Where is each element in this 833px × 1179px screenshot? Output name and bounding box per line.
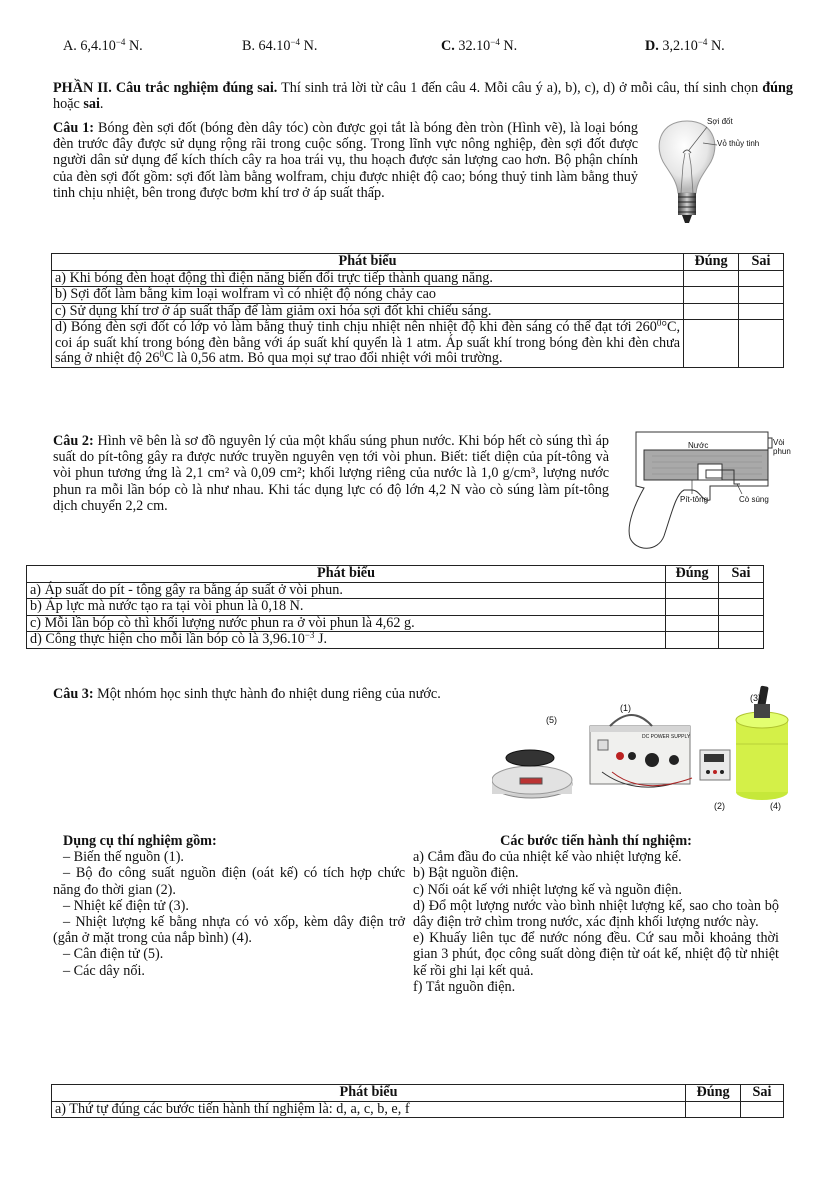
answer-false-cell[interactable] — [719, 632, 764, 649]
tools-column — [53, 833, 405, 979]
light-bulb-icon — [645, 113, 785, 231]
tool-item: – Cân điện tử (5). — [63, 946, 164, 963]
label-1: (1) — [620, 703, 631, 713]
answer-false-cell[interactable] — [719, 599, 764, 616]
table-row — [52, 270, 784, 287]
header-true: Đúng — [684, 254, 739, 271]
answer-options — [0, 38, 833, 56]
header-statement: Phát biểu — [52, 254, 684, 271]
q1-statement-table — [51, 253, 784, 368]
statement-c: c) Sử dụng khí trơ ở áp suất thấp để làm giảm oxi hóa sợi đốt khi chiếu sáng. — [52, 303, 684, 320]
nozzle-label-2: phun — [773, 447, 791, 456]
part2-title: PHẦN II. Câu trắc nghiệm đúng sai. — [53, 80, 278, 96]
step-item: e) Khuấy liên tục để nước nóng đều. Cứ sau mỗi khoảng thời gian 3 phút, đọc công suất dòng điện từ oát kế, nhiệt độ từ nhiệt kế rồi ghi lại kết quả. — [413, 930, 779, 979]
table-row — [27, 582, 764, 599]
answer-true-cell[interactable] — [686, 1101, 741, 1118]
q1-label: Câu 1: — [53, 120, 95, 136]
answer-true-cell[interactable] — [666, 615, 719, 632]
table-row — [27, 632, 764, 649]
tool-item: – Nhiệt kế điện tử (3). — [63, 897, 189, 914]
answer-false-cell[interactable] — [741, 1101, 784, 1118]
table-row — [52, 287, 784, 304]
q3-label: Câu 3: — [53, 686, 94, 702]
q2-label: Câu 2: — [53, 433, 94, 449]
label-2: (2) — [714, 801, 725, 811]
table-row — [52, 303, 784, 320]
piston-label: Pít-tông — [680, 495, 709, 504]
q2-statement-table — [26, 565, 764, 649]
step-item: a) Cắm đầu đo của nhiệt kế vào nhiệt lượng kế. — [413, 849, 682, 866]
label-5: (5) — [546, 715, 557, 725]
device-text: DC POWER SUPPLY — [642, 734, 691, 740]
q1-text: Câu 1: Bóng đèn sợi đốt (bóng đèn dây tóc) còn được gọi tắt là bóng đèn tròn (Hình vẽ), là loại bóng đèn trước đây được sử dụng rộng rãi trong cuộc sống. Trong lĩnh vực nông nghiệp, đèn sợi đốt được người dân sử dụng để kích thích cây ra hoa trái vụ, thu hoạch được sản lượng cao hơn. Bộ phận chính của đèn sợi đốt gồm: sợi đốt làm bằng wolfram, chịu được nhiệt độ cao; bóng thuỷ tinh làm bằng thuỷ tinh chịu nhiệt, bên trong được bơm khí trơ ở áp suất thấp. — [53, 120, 638, 201]
answer-true-cell[interactable] — [684, 303, 739, 320]
q2-text: Câu 2: Hình vẽ bên là sơ đồ nguyên lý của một khẩu súng phun nước. Khi bóp hết cò súng thì áp suất do pít-tông gây ra được nước truyền nguyên vẹn tới vòi phun. Biết: tiết diện của pít-tông và vòi phun tương ứng là 2,1 cm² và 0,09 cm²; khối lượng riêng của nước là 1,0 g/cm³, lượng nước phun ra mỗi lần bóp cò là như nhau. Khi tác dụng lực có độ lớn 4,2 N vào cò súng làm pít-tông dịch chuyển 2,2 cm. — [53, 433, 609, 514]
header-true: Đúng — [686, 1085, 741, 1102]
answer-false-cell[interactable] — [739, 270, 784, 287]
answer-a: A. $6,4.10^{-4}$ N. — [63, 37, 143, 54]
statement-b: b) Áp lực mà nước tạo ra tại vòi phun là 0,18 N. — [27, 599, 666, 616]
header-statement: Phát biểu — [27, 566, 666, 583]
glass-shell-label: Vỏ thủy tinh — [717, 139, 760, 148]
answer-false-cell[interactable] — [739, 303, 784, 320]
answer-true-cell[interactable] — [684, 270, 739, 287]
table-row — [27, 615, 764, 632]
answer-false-cell[interactable] — [739, 287, 784, 304]
part2-intro: PHẦN II. Câu trắc nghiệm đúng sai. Thí sinh trả lời từ câu 1 đến câu 4. Mỗi câu ý a), b), c), d) ở mỗi câu, thí sinh chọn đúng hoặc sai. — [53, 80, 793, 113]
statement-a: a) Thứ tự đúng các bước tiến hành thí nghiệm là: d, a, c, b, e, f — [52, 1101, 686, 1118]
trigger-label: Cò súng — [739, 495, 769, 504]
statement-a: a) Khi bóng đèn hoạt động thì điện năng biến đổi trực tiếp thành quang năng. — [52, 270, 684, 287]
tools-title: Dụng cụ thí nghiệm gồm: — [63, 833, 217, 849]
header-false: Sai — [741, 1085, 784, 1102]
answer-d: D. $3,2.10^{-4}$ N. — [645, 37, 725, 54]
statement-c: c) Mỗi lần bóp cò thì khối lượng nước phun ra ở vòi phun là 4,62 g. — [27, 615, 666, 632]
experiment-apparatus-icon — [492, 684, 792, 810]
answer-true-cell[interactable] — [666, 632, 719, 649]
table-header-row — [52, 254, 784, 271]
tool-item: – Bộ đo công suất nguồn điện (oát kế) có tích hợp chức năng đo thời gian (2). — [53, 865, 405, 898]
header-statement: Phát biểu — [52, 1085, 686, 1102]
header-true: Đúng — [666, 566, 719, 583]
tool-item: – Biến thế nguồn (1). — [63, 849, 184, 866]
statement-d: d) Bóng đèn sợi đốt có lớp vỏ làm bằng thuỷ tinh chịu nhiệt nên nhiệt độ khi đèn sáng có thể đạt tới $260^0^\circ C$, coi áp suất khí trong bóng đèn bằng với áp suất khí quyển là 1 atm. Áp suất khí trong bóng đèn khi đèn chưa sáng ở nhiệt độ $26^0C$ là 0,56 atm. Bỏ qua mọi sự trao đổi nhiệt với môi trường. — [52, 320, 684, 368]
bulb-figure — [645, 113, 785, 231]
answer-true-cell[interactable] — [666, 582, 719, 599]
nozzle-label-1: Vòi — [773, 438, 785, 447]
table-row — [52, 1101, 784, 1118]
answer-c: C. $32.10^{-4}$ N. — [441, 37, 518, 54]
table-header-row — [27, 566, 764, 583]
answer-true-cell[interactable] — [684, 287, 739, 304]
filament-label: Sợi đốt — [707, 117, 733, 126]
q3-statement-table — [51, 1084, 784, 1118]
table-row — [27, 599, 764, 616]
steps-column — [413, 833, 779, 995]
tool-item: – Nhiệt lượng kế bằng nhựa có vỏ xốp, kèm dây điện trở (gắn ở mặt trong của nắp bình) (4). — [53, 914, 405, 947]
table-header-row — [52, 1085, 784, 1102]
step-item: b) Bật nguồn điện. — [413, 865, 519, 882]
answer-false-cell[interactable] — [739, 320, 784, 368]
step-item: f) Tắt nguồn điện. — [413, 978, 516, 995]
header-false: Sai — [739, 254, 784, 271]
step-item: c) Nối oát kế với nhiệt lượng kế và nguồn điện. — [413, 881, 682, 898]
answer-false-cell[interactable] — [719, 582, 764, 599]
water-label: Nước — [688, 441, 709, 450]
statement-a: a) Áp suất do pít - tông gây ra bằng áp suất ở vòi phun. — [27, 582, 666, 599]
statement-b: b) Sợi đốt làm bằng kim loại wolfram vì có nhiệt độ nóng chảy cao — [52, 287, 684, 304]
header-false: Sai — [719, 566, 764, 583]
tool-item: – Các dây nối. — [63, 962, 145, 979]
water-gun-figure — [622, 428, 794, 558]
step-item: d) Đổ một lượng nước vào bình nhiệt lượng kế, sao cho toàn bộ dây điện trở chìm trong nước, xác định khối lượng nước này. — [413, 897, 779, 931]
label-4: (4) — [770, 801, 781, 811]
statement-d: d) Công thực hiện cho mỗi lần bóp cò là $3,96.10^{-3}$ J. — [27, 632, 666, 649]
experiment-figure — [492, 684, 792, 810]
answer-true-cell[interactable] — [684, 320, 739, 368]
table-row — [52, 320, 784, 368]
q3-text: Câu 3: Một nhóm học sinh thực hành đo nhiệt dung riêng của nước. — [53, 686, 441, 702]
answer-false-cell[interactable] — [719, 615, 764, 632]
label-3: (3) — [750, 693, 761, 703]
answer-b: B. $64.10^{-4}$ N. — [242, 37, 318, 54]
answer-true-cell[interactable] — [666, 599, 719, 616]
steps-title: Các bước tiến hành thí nghiệm: — [500, 833, 692, 849]
